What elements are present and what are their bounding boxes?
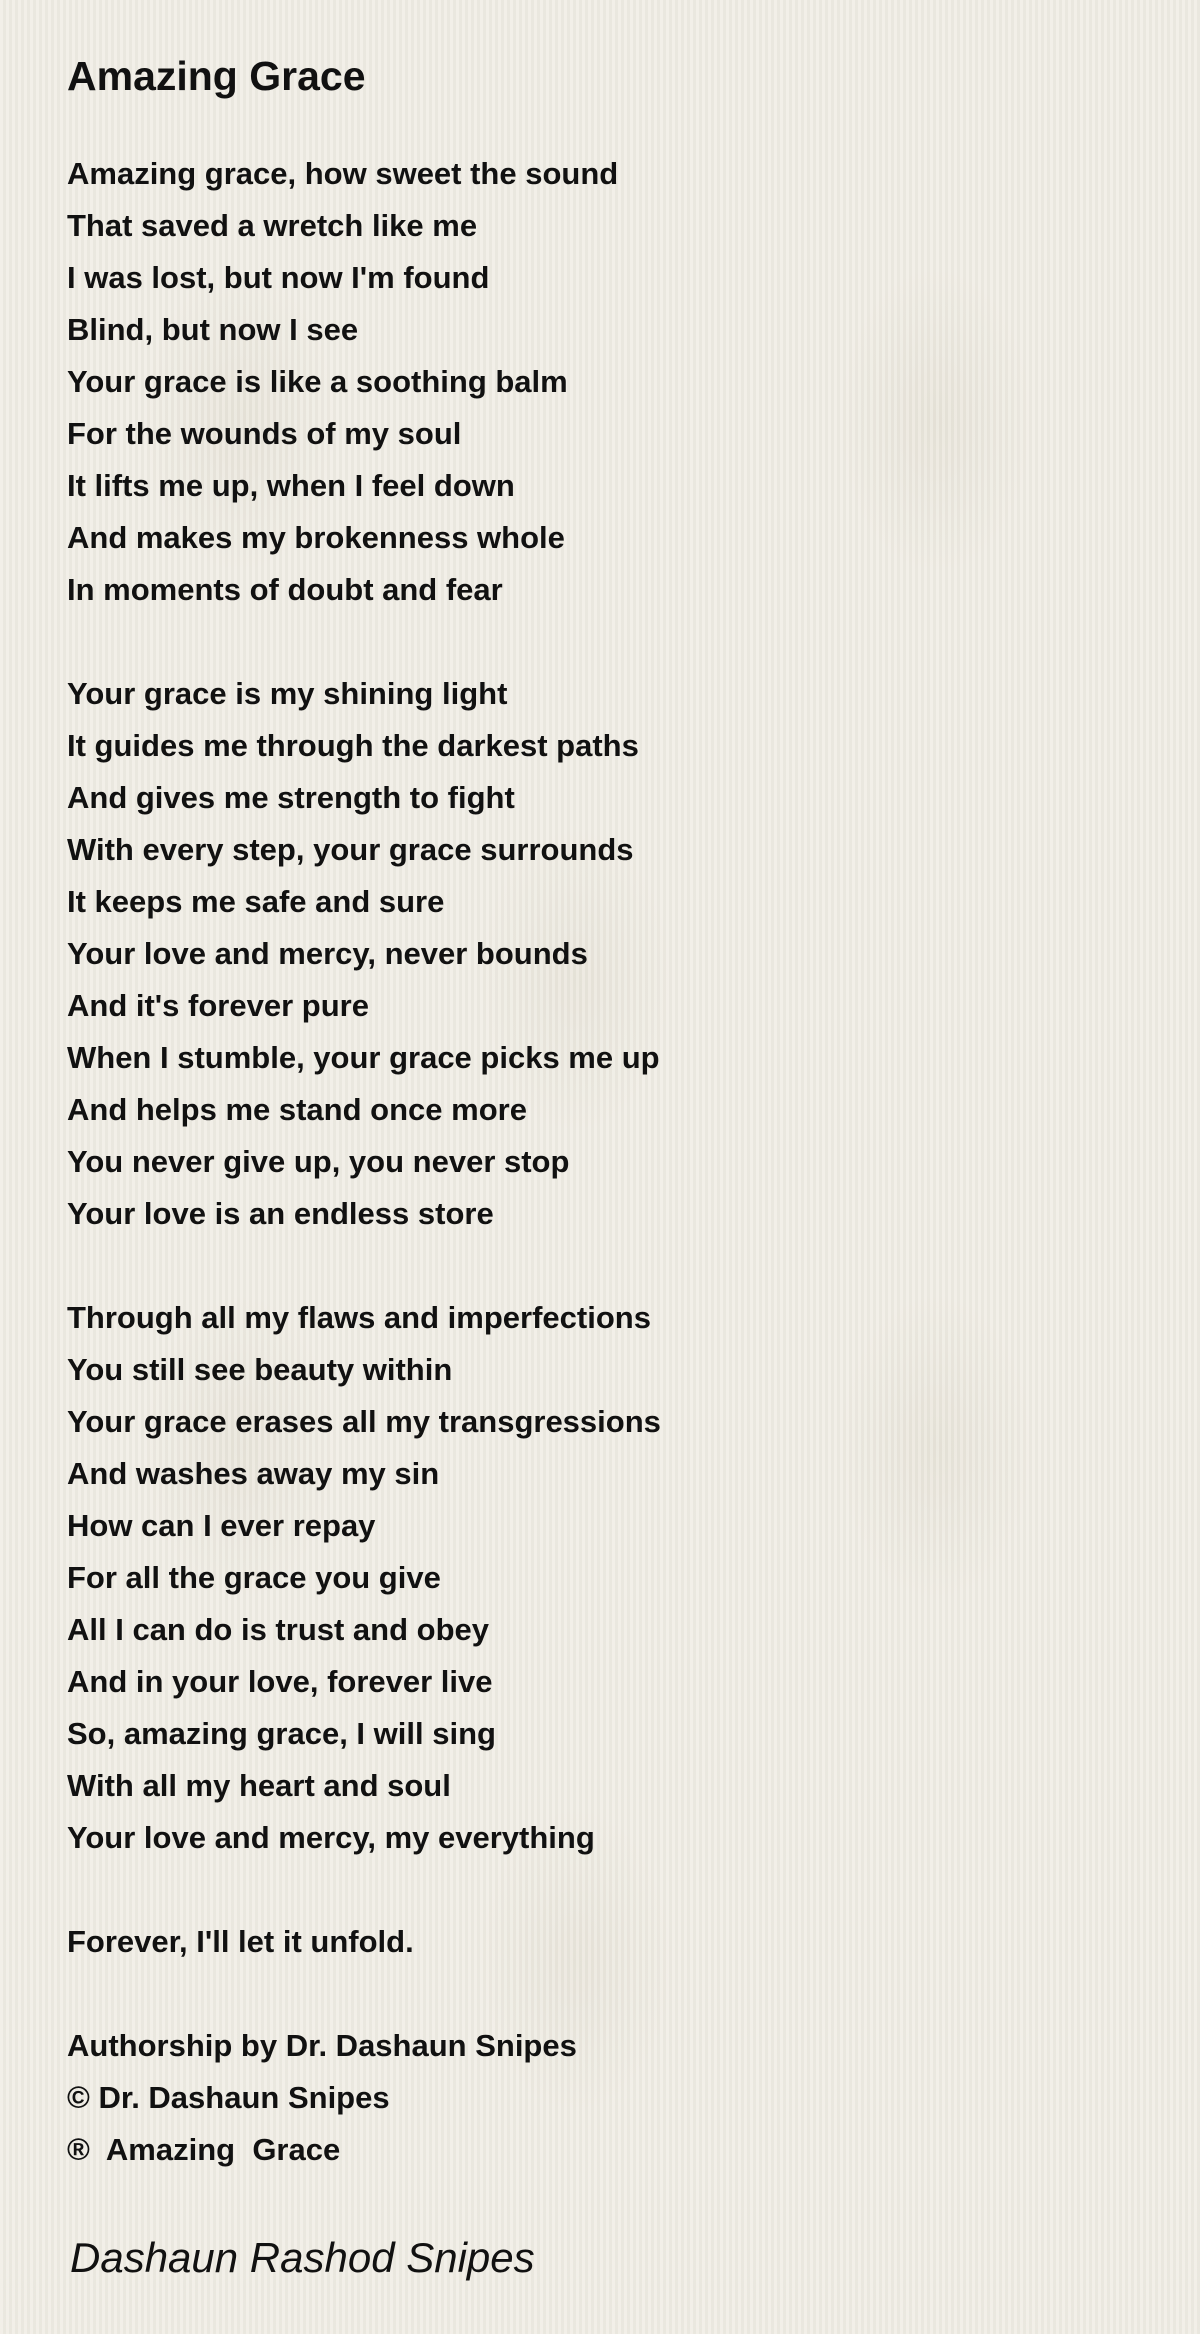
poem-line: How can I ever repay <box>67 1508 376 1543</box>
poem-line: Through all my flaws and imperfections <box>67 1300 651 1335</box>
poem-line: It guides me through the darkest paths <box>67 728 639 763</box>
poem-line: It keeps me safe and sure <box>67 884 445 919</box>
poem-line: All I can do is trust and obey <box>67 1612 490 1647</box>
poem-line: With every step, your grace surrounds <box>67 832 634 867</box>
poem-line: And gives me strength to fight <box>67 780 515 815</box>
poem-title: Amazing Grace <box>67 53 366 99</box>
registered-title-line: ® Amazing Grace <box>67 2132 341 2167</box>
poem-line: Your grace is my shining light <box>67 676 508 711</box>
poem-line: And helps me stand once more <box>67 1092 527 1127</box>
poem-line: Your grace erases all my transgressions <box>67 1404 661 1439</box>
poem-line: For the wounds of my soul <box>67 416 462 451</box>
stanza-break <box>67 1968 661 2020</box>
stanza-break <box>67 616 661 668</box>
poem-line: That saved a wretch like me <box>67 208 478 243</box>
poem-line: Amazing grace, how sweet the sound <box>67 156 619 191</box>
copyright-line: © Dr. Dashaun Snipes <box>67 2080 390 2115</box>
poem-line: So, amazing grace, I will sing <box>67 1716 496 1751</box>
poem-line: I was lost, but now I'm found <box>67 260 490 295</box>
poem-closing-line: Forever, I'll let it unfold. <box>67 1924 414 1959</box>
author-signature: Dashaun Rashod Snipes <box>70 2234 535 2281</box>
poem-line: It lifts me up, when I feel down <box>67 468 515 503</box>
poem-line: With all my heart and soul <box>67 1768 451 1803</box>
poem-line: Your love and mercy, never bounds <box>67 936 588 971</box>
poem-line: And washes away my sin <box>67 1456 440 1491</box>
poem-line: Blind, but now I see <box>67 312 359 347</box>
poem-body <box>67 148 661 2176</box>
stanza-break <box>67 1240 661 1292</box>
poem-line: In moments of doubt and fear <box>67 572 503 607</box>
poem-line: When I stumble, your grace picks me up <box>67 1040 660 1075</box>
poem-line: Your love is an endless store <box>67 1196 494 1231</box>
poem-line: You never give up, you never stop <box>67 1144 570 1179</box>
stanza-break <box>67 1864 661 1916</box>
poem-line: Your love and mercy, my everything <box>67 1820 595 1855</box>
poem-line: You still see beauty within <box>67 1352 453 1387</box>
poem-line: For all the grace you give <box>67 1560 441 1595</box>
poem-line: And it's forever pure <box>67 988 369 1023</box>
poem-line: And makes my brokenness whole <box>67 520 565 555</box>
poem-line: And in your love, forever live <box>67 1664 493 1699</box>
authorship-line: Authorship by Dr. Dashaun Snipes <box>67 2028 577 2063</box>
poem-line: Your grace is like a soothing balm <box>67 364 568 399</box>
